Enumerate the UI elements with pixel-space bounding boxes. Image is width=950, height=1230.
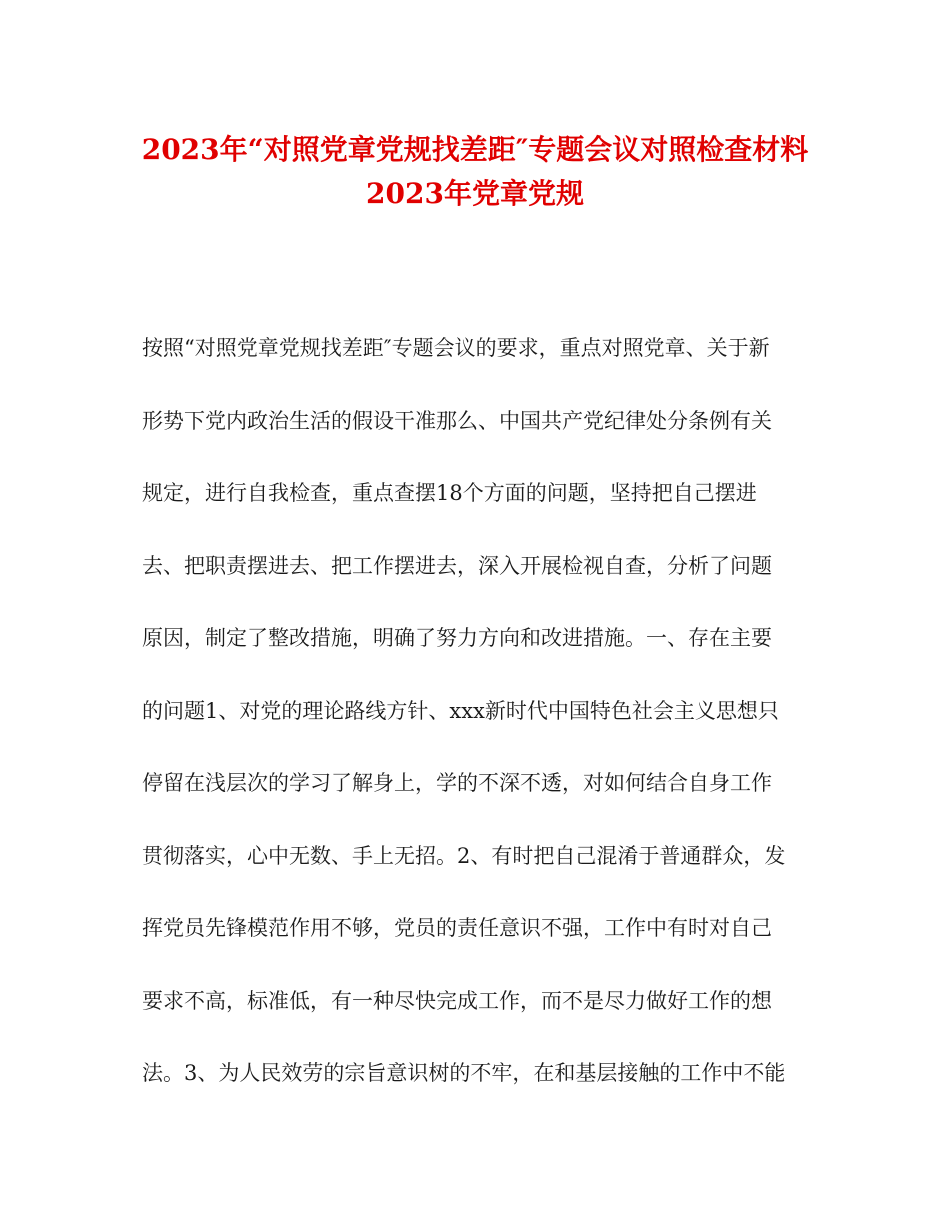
body-line: 去、把职责摆进去、把工作摆进去，深入开展检视自查，分析了问题 (142, 553, 772, 578)
body-line: 形势下党内政治生活的假设干准那么、中国共产党纪律处分条例有关 (142, 408, 772, 433)
body-line: 贯彻落实，心中无数、手上无招。2、有时把自己混淆于普通群众，发 (142, 843, 786, 868)
body-line: 按照“对照党章党规找差距″专题会议的要求，重点对照党章、关于新 (142, 336, 770, 360)
body-line: 要求不高，标准低，有一种尽快完成工作，而不是尽力做好工作的想 (142, 988, 772, 1013)
body-line: 的问题1、对党的理论路线方针、xxx新时代中国特色社会主义思想只 (142, 698, 779, 723)
title-line-2: 2023年党章党规 (366, 177, 584, 210)
body-line: 原因，制定了整改措施，明确了努力方向和改进措施。一、存在主要 (142, 626, 772, 650)
body-line: 规定，进行自我检查，重点查摆18个方面的问题，坚持把自己摆进 (142, 481, 757, 505)
title-line-1: 2023年“对照党章党规找差距″专题会议对照检查材料 (141, 133, 809, 166)
document-body (142, 312, 822, 1110)
body-line: 法。3、为人民效劳的宗旨意识树的不牢，在和基层接触的工作中不能 (142, 1061, 786, 1085)
body-line: 挥党员先锋模范作用不够，党员的责任意识不强，工作中有时对自己 (142, 916, 772, 940)
body-line: 停留在浅层次的学习了解身上，学的不深不透，对如何结合自身工作 (142, 771, 772, 795)
document-title (0, 128, 950, 216)
